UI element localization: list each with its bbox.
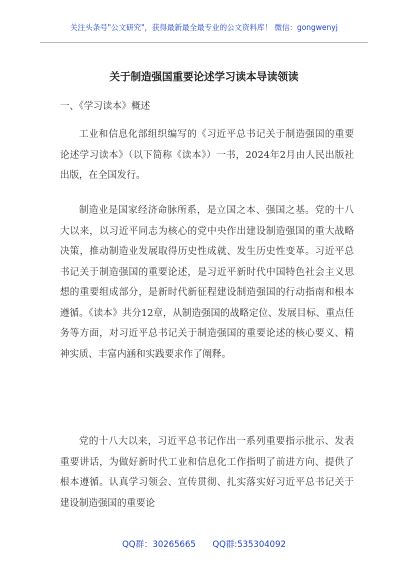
header-divider: [40, 42, 368, 43]
paragraph-manufacturing: 制造业是国家经济命脉所系，是立国之本、强国之基。党的十八大以来，以习近平同志为核心的党中央作出建设制造强国的重大战略决策，推动制造业发展取得历史性成就、发生历史性变革。习近平总书记关于制造强国的重要论述，是习近平新时代中国特色社会主义思想的重要组成部分，是新时代新征程建设制造强国的行动指南和根本遵循。《读本》共分12章，从制造强国的战略定位、发展目标、重点任务等方面，对习近平总书记关于制造强国的重要论述的核心要义、精神实质、丰富内涵和实践要求作了阐释。: [60, 205, 354, 360]
document-title: 关于制造强国重要论述学习读本导读领读: [109, 71, 299, 83]
footer-qq-group-1: QQ群：30265665: [122, 540, 196, 550]
paragraph-overview: 工业和信息化部组织编写的《习近平总书记关于制造强国的重要论述学习读本》（以下简称《读本》）一书，2024年2月由人民出版社出版，在全国发行。: [60, 129, 354, 181]
paragraph-eighteenth-congress: 党的十八大以来，习近平总书记作出一系列重要指示批示、发表重要讲话，为做好新时代工业和信息化工作指明了前进方向、提供了根本遵循。认真学习领会、宣传贯彻、扎实落实好习近平总书记关于建设制造强国的重要论: [60, 436, 354, 509]
section-heading: 一、《学习读本》概述: [60, 101, 151, 112]
footer-qq-group-2: QQ群:535304092: [212, 540, 286, 550]
footer: [0, 538, 408, 550]
header-note: 关注头条号"公文研究"，获得最新最全最专业的公文资料库！ 微信：gongwenyj: [70, 23, 338, 32]
